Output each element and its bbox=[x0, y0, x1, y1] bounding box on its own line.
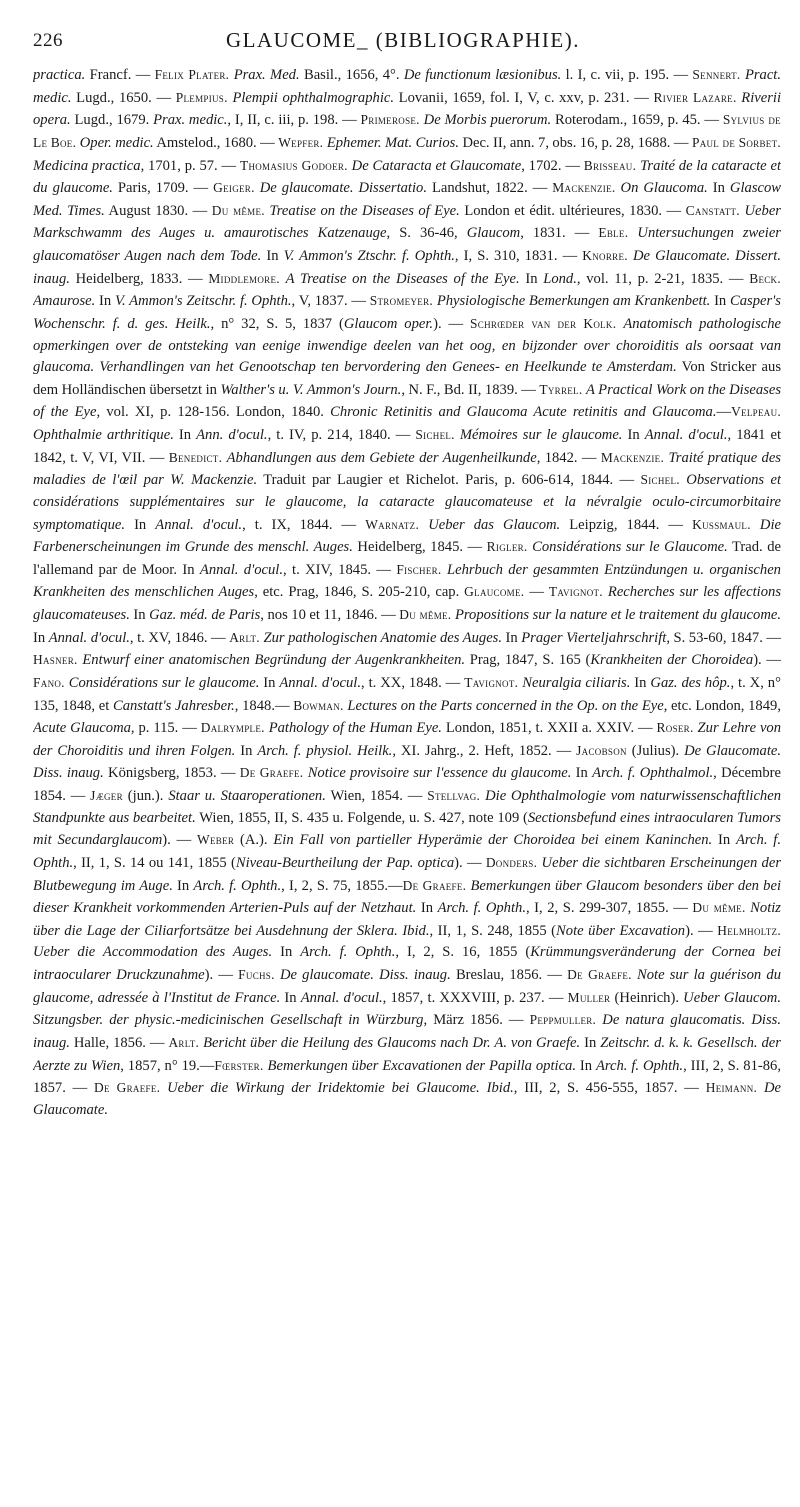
author-name: Mackenzie. bbox=[552, 180, 616, 196]
citation-title: Arch. f. Ophthalmol. bbox=[592, 765, 714, 782]
citation-title: On Glaucoma. bbox=[620, 180, 708, 197]
author-name: Kussmaul. bbox=[692, 516, 751, 532]
citation-text: , vol. XI, p. 128-156. London, 1840. bbox=[96, 404, 331, 421]
citation-title: Note sur la guérison du glaucome, adressée à l'Institut de France. bbox=[33, 967, 781, 1006]
citation-title: Acute Glaucoma bbox=[33, 720, 131, 737]
citation-title: Arch. f. Ophth. bbox=[437, 900, 526, 917]
citation-title: Considérations sur le Glaucome. bbox=[532, 539, 728, 556]
citation-title: Arch. f. Ophth. bbox=[595, 1057, 684, 1074]
citation-title: Zeitschr. d. k. k. Gesellsch. der Aerzte zu Wien bbox=[33, 1034, 781, 1074]
author-name: Felix Plater. bbox=[154, 67, 230, 82]
author-name: Bowman. bbox=[293, 697, 344, 713]
citation-title: A Practical Work on the Diseases of the Eye bbox=[33, 381, 781, 421]
citation-title: Die Farbenerscheinungen im Grunde des menschl. Auges. bbox=[33, 516, 781, 556]
author-name: Du même. bbox=[399, 607, 452, 622]
citation-title: De glaucomate. Diss. inaug. bbox=[279, 967, 451, 983]
citation-title: Physiologische Bemerkungen am Krankenbett. bbox=[436, 293, 711, 310]
citation-title: Traité pratique des maladies de l'œil par W. Mackenzie. bbox=[33, 449, 781, 489]
citation-title: Medicina practica bbox=[33, 157, 141, 174]
author-name: Sylvius de Le Boe. bbox=[33, 112, 781, 150]
author-name: De Graefe. bbox=[402, 877, 467, 893]
citation-title: Ueber Glaucom. Sitzungsber. der physic.-medicinischen Gesellschaft in Würzburg bbox=[33, 989, 781, 1029]
citation-text: Prag, 1847, S. 165 ( bbox=[465, 652, 591, 669]
citation-title: Oper. medic. bbox=[79, 134, 154, 151]
author-name: Stellvag. bbox=[427, 788, 481, 803]
citation-text: (jun.). bbox=[122, 788, 169, 804]
citation-text: Heidelberg, 1845. — bbox=[352, 539, 487, 556]
citation-text: (Julius). bbox=[626, 742, 685, 759]
citation-text: Trad. de l'allemand par de Moor. In bbox=[33, 539, 781, 578]
citation-text: , n° 32, S. 5, 1837 ( bbox=[210, 315, 344, 332]
citation-title: Plempii ophthalmographic. bbox=[232, 89, 394, 106]
author-name: Tavignot. bbox=[464, 674, 519, 690]
bibliography-text bbox=[33, 64, 781, 1484]
author-name: Brisseau. bbox=[583, 157, 637, 173]
citation-title: Ueber die Wirkung der Iridektomie bei Glaucome. Ibid. bbox=[167, 1080, 514, 1097]
citation-text: , nos 10 et 11, 1846. — bbox=[260, 607, 400, 623]
citation-text: , II, 1, S. 14 ou 141, 1855 ( bbox=[73, 854, 236, 871]
author-name: Peppmuller. bbox=[529, 1012, 597, 1028]
citation-text: ). — bbox=[162, 832, 198, 849]
citation-text: ). — bbox=[454, 854, 486, 871]
author-name: Canstatt. bbox=[685, 202, 740, 218]
citation-title: Pract. medic. bbox=[33, 67, 781, 106]
author-name: Plempius. bbox=[175, 89, 228, 105]
citation-text: ). — bbox=[753, 652, 781, 669]
citation-text: In bbox=[502, 629, 522, 646]
citation-title: Untersuchungen zweier glaucomatöser Augen nach dem Tode. bbox=[33, 225, 781, 264]
citation-title: practica. bbox=[33, 67, 86, 83]
author-name: Knorre. bbox=[582, 248, 628, 263]
citation-text: In bbox=[235, 742, 258, 759]
citation-title: Notice provisoire sur l'essence du glaucome. bbox=[307, 765, 572, 782]
citation-text: , II, 1, S. 248, 1855 ( bbox=[429, 922, 557, 939]
citation-title: Chronic Retinitis and Glaucoma Acute retinitis and Glaucoma. bbox=[330, 404, 717, 421]
citation-title: De Cataracta et Glaucomate bbox=[351, 157, 522, 174]
citation-title: De Morbis puerorum. bbox=[423, 112, 552, 129]
citation-title: Note über Excavation bbox=[556, 922, 686, 939]
citation-title: Bericht über die Heilung des Glaucoms nach Dr. A. von Graefe. bbox=[203, 1034, 581, 1051]
citation-title: De Glaucomate. bbox=[33, 1080, 781, 1118]
author-name: Weber bbox=[197, 832, 235, 848]
author-name: Schrœder van der Kolk. bbox=[470, 315, 617, 331]
citation-title: Prager Vierteljahrschrift bbox=[521, 629, 667, 646]
citation-text: In bbox=[580, 1034, 601, 1051]
citation-title: Arch. f. physiol. Heilk. bbox=[257, 742, 393, 759]
citation-title: Staar u. Staaroperationen. bbox=[168, 788, 326, 804]
citation-text: , t. X, n° 135, 1848, et bbox=[33, 674, 781, 714]
citation-text: In bbox=[571, 765, 593, 782]
citation-title: De Glaucomate. Dissert. inaug. bbox=[33, 248, 781, 287]
citation-text: (A.). bbox=[234, 832, 274, 849]
citation-title: Ueber das Glaucom. bbox=[428, 516, 561, 533]
citation-title: Walther's u. V. Ammon's Journ. bbox=[220, 381, 402, 398]
citation-title: Canstatt's Jahresber. bbox=[112, 697, 235, 714]
author-name: Paul de Sorbet. bbox=[691, 134, 781, 150]
citation-title: Treatise on the Diseases of Eye. bbox=[269, 202, 460, 219]
citation-text: In bbox=[259, 674, 280, 691]
author-name: Velpeau. bbox=[731, 404, 781, 420]
citation-title: Arch. f. Ophth. bbox=[193, 877, 282, 894]
citation-title: Arch. f. Ophth. bbox=[33, 832, 781, 871]
citation-title: Mémoires sur le glaucome. bbox=[459, 427, 623, 443]
citation-text: , N. F., Bd. II, 1839. — bbox=[401, 381, 540, 398]
citation-title: Bemerkungen über Excavationen der Papilla optica. bbox=[267, 1057, 576, 1074]
citation-text: ). — bbox=[685, 922, 718, 939]
citation-text: , III, 2, S. 81-86, 1857. — bbox=[33, 1057, 781, 1097]
citation-title: Ueber die Accommodation des Auges. bbox=[33, 944, 273, 961]
citation-text: , 1857, n° 19.— bbox=[120, 1057, 215, 1074]
citation-text: , Décembre 1854. — bbox=[33, 765, 781, 804]
citation-text: — bbox=[524, 584, 549, 601]
citation-text: Francf. — bbox=[85, 67, 155, 83]
citation-text: ). — bbox=[433, 315, 471, 332]
citation-text: In bbox=[33, 629, 49, 646]
citation-title: Considérations sur le glaucome. bbox=[68, 674, 260, 691]
author-name: Rivier Lazare. bbox=[653, 89, 737, 105]
citation-text: Basil., 1656, 4°. bbox=[299, 67, 404, 83]
citation-title: Gaz. des hôp. bbox=[650, 674, 731, 691]
citation-text: , I, 2, S. 16, 1855 ( bbox=[395, 944, 531, 961]
citation-title: A Treatise on the Diseases of the Eye. bbox=[285, 270, 520, 287]
author-name: Middlemore. bbox=[208, 270, 280, 286]
citation-text: In bbox=[129, 607, 150, 623]
citation-title: Traité de la cataracte et du glaucome. bbox=[33, 157, 781, 197]
citation-text: Von Stricker aus dem Holländischen übersetzt in bbox=[33, 359, 781, 398]
author-name: Roser. bbox=[656, 720, 694, 736]
citation-text: , t. XV, 1846. — bbox=[129, 629, 230, 646]
author-name: Muller bbox=[567, 989, 611, 1005]
citation-text: In bbox=[576, 1057, 596, 1074]
citation-text: London et édit. ultérieures, 1830. — bbox=[459, 202, 686, 219]
citation-text: , 1702. — bbox=[521, 157, 584, 174]
citation-title: De glaucomate. Dissertatio. bbox=[259, 180, 427, 197]
citation-title: Niveau-Beurtheilung der Pap. optica bbox=[235, 854, 455, 871]
author-name: Sennert. bbox=[692, 67, 741, 82]
citation-title: Lond. bbox=[543, 270, 577, 287]
citation-title: Ueber Markschwamm des Auges u. amaurotisches Katzenauge bbox=[33, 202, 781, 242]
citation-text: Leipzig, 1844. — bbox=[560, 516, 693, 533]
citation-text: Dec. II, ann. 7, obs. 16, p. 28, 1688. — bbox=[458, 134, 692, 151]
citation-title: Annal. d'ocul. bbox=[644, 427, 728, 443]
citation-text: August 1830. — bbox=[104, 202, 212, 219]
citation-text: Halle, 1856. — bbox=[69, 1034, 169, 1051]
author-name: Donders. bbox=[485, 854, 538, 870]
running-title: GLAUCOME_ (BIBLIOGRAPHIE). bbox=[226, 28, 580, 52]
citation-title: V. Ammon's Ztschr. f. Ophth. bbox=[283, 248, 455, 264]
citation-text: Königsberg, 1853. — bbox=[103, 765, 240, 782]
citation-title: V. Ammon's Zeitschr. f. Ophth. bbox=[114, 293, 292, 310]
citation-title: Ueber die sichtbaren Erscheinungen der Blutbewegung im Auge. bbox=[33, 854, 781, 894]
author-name: Arlt. bbox=[229, 629, 260, 645]
author-name: Wepfer. bbox=[278, 134, 324, 150]
citation-title: Ann. d'ocul. bbox=[196, 427, 268, 443]
author-name: Sichel. bbox=[640, 472, 680, 488]
citation-text: In bbox=[280, 989, 301, 1006]
author-name: Helmholtz. bbox=[717, 922, 781, 938]
author-name: Mackenzie. bbox=[600, 449, 665, 465]
citation-text bbox=[419, 517, 428, 533]
citation-text: , I, II, c. iii, p. 198. — bbox=[227, 112, 361, 129]
citation-text: In bbox=[416, 900, 438, 917]
citation-text: Roterodam., 1659, p. 45. — bbox=[551, 112, 723, 129]
citation-text: , t. XIV, 1845. — bbox=[282, 561, 397, 578]
citation-text: , I, 2, S. 299-307, 1855. — bbox=[525, 900, 693, 917]
citation-text: Wien, 1855, II, S. 435 u. Folgende, u. S. 427, note 109 ( bbox=[195, 809, 528, 826]
citation-text: l. I, c. vii, p. 195. — bbox=[561, 67, 693, 83]
citation-text: , III, 2, S. 456-555, 1857. — bbox=[513, 1080, 706, 1097]
citation-text: In bbox=[125, 516, 156, 533]
author-name: Arlt. bbox=[168, 1034, 200, 1050]
citation-title: Annal. d'ocul. bbox=[48, 629, 130, 646]
citation-title: Neuralgia ciliaris. bbox=[522, 674, 631, 691]
author-name: Du même. bbox=[211, 202, 265, 218]
citation-text: , vol. 11, p. 2-21, 1835. — bbox=[576, 270, 750, 287]
citation-text: , etc. Prag, 1846, S. 205-210, cap. bbox=[254, 584, 465, 601]
citation-title: Amaurose. bbox=[33, 293, 96, 310]
citation-text: (Heinrich). bbox=[610, 989, 684, 1006]
citation-text: In bbox=[630, 674, 651, 691]
citation-title: Glaucom bbox=[466, 225, 521, 242]
citation-text: Heidelberg, 1833. — bbox=[69, 270, 209, 287]
author-name: De Graefe. bbox=[239, 765, 304, 781]
citation-title: De natura glaucomatis. Diss. inaug. bbox=[33, 1012, 781, 1051]
citation-text: , 1842. — bbox=[536, 449, 601, 466]
author-name: Hasner. bbox=[33, 652, 78, 668]
citation-text: Lugd., 1650. — bbox=[71, 89, 176, 106]
page-number: 226 bbox=[33, 30, 63, 51]
citation-title: Anatomisch pathologische opmerkingen over de ontsteking van eenige inwendige deelen van het oog, en bijzonder over choroiditis als oorsaat van glaucoma. Verhandlingen van het Genootschap ten bervordering den Genees- en Heelkunde te Amsterdam. bbox=[33, 315, 781, 376]
citation-title: Krümmungsveränderung der Cornea bei intraocularer Druckzunahme bbox=[33, 944, 781, 983]
citation-text: London, 1851, t. XXII a. XXIV. — bbox=[441, 720, 657, 737]
citation-title: De Glaucomate. Diss. inaug. bbox=[33, 742, 781, 782]
citation-text: Amstelod., 1680. — bbox=[153, 134, 279, 151]
citation-title: Pathology of the Human Eye. bbox=[268, 720, 442, 737]
citation-text: , März 1856. — bbox=[423, 1012, 530, 1029]
citation-title: Die Ophthalmologie vom naturwissenschaftlichen Standpunkte aus bearbeitet. bbox=[33, 788, 781, 826]
citation-title: Glaucom oper. bbox=[343, 315, 434, 332]
author-name: Jæger bbox=[90, 788, 123, 803]
author-name: Tyrrel. bbox=[539, 381, 583, 397]
citation-text bbox=[757, 1080, 764, 1096]
citation-text: In bbox=[707, 180, 730, 197]
author-name: De Graefe. bbox=[567, 967, 632, 982]
citation-title: Entwurf einer anatomischen Begründung der Augenkrankheiten. bbox=[82, 652, 466, 669]
citation-title: Zur pathologischen Anatomie des Auges. bbox=[263, 629, 502, 646]
author-name: Du même. bbox=[692, 900, 746, 916]
citation-title: Prax. Med. bbox=[233, 67, 300, 83]
author-name: Stromeyer. bbox=[369, 293, 434, 309]
author-name: Fuchs. bbox=[238, 967, 275, 982]
citation-text: , I, 2, S. 75, 1855.— bbox=[281, 877, 403, 894]
citation-title: Recherches sur les affections glaucomateuses. bbox=[33, 584, 781, 623]
citation-text: In bbox=[261, 248, 284, 264]
citation-title: Propositions sur la nature et le traitement du glaucome. bbox=[455, 607, 781, 623]
citation-title: Notiz über die Lage der Ciliarfortsätze bei Ausdehnung der Sklera. Ibid. bbox=[33, 900, 781, 939]
citation-text: In bbox=[519, 270, 544, 287]
citation-title: Glascow Med. Times. bbox=[33, 180, 781, 219]
citation-title: Lehrbuch der gesammten Entzündungen u. organischen Krankheiten des menschlichen Auges bbox=[33, 561, 781, 601]
citation-title: Krankheiten der Choroidea bbox=[590, 652, 754, 669]
citation-title: Sectionsbefund eines intraocularen Tumors mit Secundarglaucom bbox=[33, 809, 781, 849]
author-name: De Graefe. bbox=[94, 1080, 161, 1096]
author-name: Geiger. bbox=[213, 180, 255, 196]
citation-text: , 1848.— bbox=[234, 697, 294, 714]
citation-text: In bbox=[95, 293, 115, 310]
author-name: Dalrymple. bbox=[200, 720, 265, 736]
author-name: Jacobson bbox=[576, 742, 627, 758]
citation-text: In bbox=[172, 877, 194, 894]
citation-text: Traduit par Laugier et Richelot. Paris, p. 606-614, 1844. — bbox=[257, 472, 641, 489]
author-name: Tavignot. bbox=[548, 584, 603, 600]
author-name: Heimann. bbox=[705, 1080, 758, 1096]
citation-text: , etc. London, 1849, bbox=[663, 697, 781, 714]
author-name: Eble. bbox=[598, 225, 629, 241]
author-name: Rigler. bbox=[486, 539, 528, 555]
author-name: Thomasius Godoer. bbox=[239, 157, 348, 173]
citation-text: , V, 1837. — bbox=[291, 293, 370, 310]
citation-text: , 1857, t. XXXVIII, p. 237. — bbox=[382, 989, 568, 1006]
citation-title: Lectures on the Parts concerned in the Op. on the Eye bbox=[347, 697, 664, 714]
citation-text: In bbox=[272, 944, 301, 961]
author-name: Glaucome. bbox=[464, 584, 525, 600]
author-name: Warnatz. bbox=[365, 516, 420, 532]
citation-text: Wien, 1854. — bbox=[325, 788, 428, 804]
citation-title: De functionum læsionibus. bbox=[403, 67, 562, 83]
citation-text: , 1701, p. 57. — bbox=[140, 157, 240, 174]
citation-text: , I, S. 310, 1831. — bbox=[454, 248, 583, 264]
citation-title: Casper's Wochenschr. f. d. ges. Heilk. bbox=[33, 293, 781, 332]
citation-text: Breslau, 1856. — bbox=[450, 967, 568, 983]
citation-title: Arch. f. Ophth. bbox=[300, 944, 396, 961]
author-name: Fano. bbox=[33, 674, 65, 690]
citation-title: Abhandlungen aus dem Gebiete der Augenheilkunde bbox=[226, 449, 537, 466]
citation-title: Annal. d'ocul. bbox=[279, 674, 362, 691]
citation-title: Ophthalmie arthritique. bbox=[33, 427, 174, 443]
citation-title: Annal. d'ocul. bbox=[300, 989, 383, 1006]
author-name: Beck. bbox=[749, 270, 781, 286]
citation-text: , 1841 et 1842, t. V, VI, VII. — bbox=[33, 427, 781, 466]
citation-title: Riverii opera. bbox=[33, 89, 781, 129]
citation-text: Paris, 1709. — bbox=[112, 180, 214, 197]
citation-text: Lovanii, 1659, fol. I, V, c. xxv, p. 231. — bbox=[394, 89, 654, 106]
citation-text: , t. IV, p. 214, 1840. — bbox=[267, 427, 416, 443]
author-name: Fœrster. bbox=[214, 1057, 264, 1073]
author-name: Sichel. bbox=[415, 427, 455, 442]
citation-title: Ephemer. Mat. Curios. bbox=[326, 134, 459, 151]
citation-text: In bbox=[712, 832, 736, 849]
citation-text: In bbox=[173, 427, 197, 443]
citation-text: , t. IX, 1844. — bbox=[242, 516, 366, 533]
citation-text: ). — bbox=[204, 967, 239, 983]
author-name: Benedict. bbox=[168, 449, 223, 465]
citation-text: , XI. Jahrg., 2. Heft, 1852. — bbox=[392, 742, 577, 759]
citation-title: Gaz. méd. de Paris bbox=[149, 607, 261, 623]
citation-text: , S. 36-46, bbox=[386, 225, 467, 242]
citation-text: Lugd., 1679. bbox=[70, 112, 154, 129]
citation-text: — bbox=[716, 404, 732, 421]
citation-title: Prax. medic. bbox=[153, 112, 228, 129]
citation-title: Annal. d'ocul. bbox=[155, 516, 243, 533]
citation-text: In bbox=[710, 293, 730, 310]
citation-text: , 1831. — bbox=[520, 225, 599, 242]
citation-text: In bbox=[622, 427, 645, 443]
citation-text: , S. 53-60, 1847. — bbox=[666, 629, 781, 646]
citation-text: , p. 115. — bbox=[130, 720, 201, 737]
author-name: Fischer. bbox=[396, 561, 442, 577]
page-header bbox=[33, 28, 773, 58]
citation-title: Annal. d'ocul. bbox=[199, 561, 283, 578]
citation-title: Zur Lehre von der Choroiditis und ihren Folgen. bbox=[33, 720, 781, 759]
author-name: Primerose. bbox=[360, 112, 420, 128]
citation-text: Landshut, 1822. — bbox=[426, 180, 553, 197]
citation-title: Ein Fall von partieller Hyperämie der Choroidea bei einem Kaninchen. bbox=[273, 832, 713, 849]
citation-text: , t. XX, 1848. — bbox=[361, 674, 465, 691]
citation-title: Observations et considérations supplémentaires sur le glaucome, la cataracte glaucomateuse et la névralgie oculo-circumorbitaire symptomatique. bbox=[33, 472, 781, 533]
citation-title: Bemerkungen über Glaucom besonders über den bei dieser Krankheit vorkommenden Arterien-Puls auf der Netzhaut. bbox=[33, 877, 781, 917]
citation-text bbox=[751, 517, 760, 533]
